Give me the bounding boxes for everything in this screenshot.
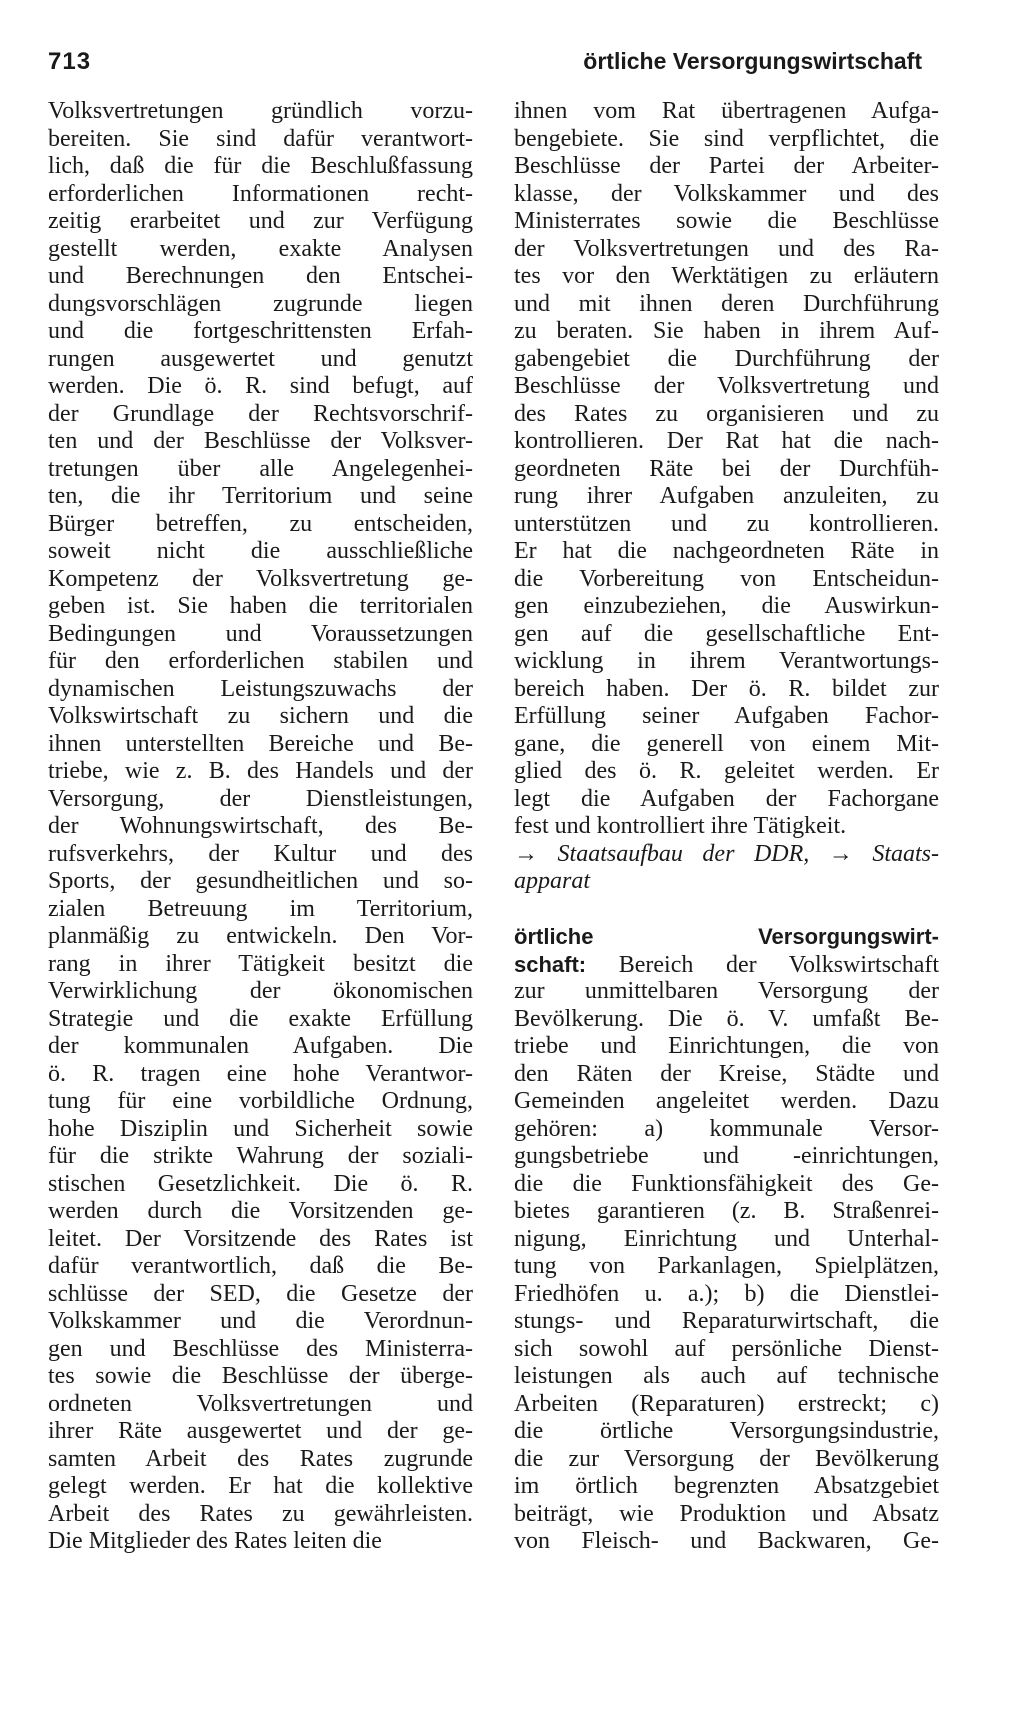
entry-term: schaft: <box>514 951 587 977</box>
entry-definition-start: Bereich der Volkswirtschaft <box>618 951 939 978</box>
text-line: leitet. Der Vorsitzende des Rates ist <box>48 1225 473 1252</box>
text-line: schlüsse der SED, die Gesetze der <box>48 1280 473 1307</box>
text-line: Gemeinden angeleitet werden. Dazu <box>514 1088 939 1114</box>
text-line: bengebiete. Sie sind verpflichtet, die <box>514 125 939 152</box>
text-line: nigung, Einrichtung und Unterhal- <box>514 1225 939 1252</box>
text-line: rufsverkehrs, der Kultur und des <box>48 840 473 867</box>
text-line: des Rates zu organisieren und zu <box>514 400 939 427</box>
text-line: leistungen als auch auf technische <box>514 1363 939 1389</box>
text-line: geben ist. Sie haben die territorialen <box>48 593 473 619</box>
text-line: tes sowie die Beschlüsse der überge- <box>48 1363 473 1389</box>
text-line: hohe Disziplin und Sicherheit sowie <box>48 1115 473 1142</box>
text-line: dynamischen Leistungszuwachs der <box>48 675 473 702</box>
text-line: Volkswirtschaft zu sichern und die <box>48 703 473 729</box>
text-line: dafür verantwortlich, daß die Be- <box>48 1253 473 1279</box>
text-line: Volksvertretungen gründlich vorzu- <box>48 98 473 124</box>
text-line: gehören: a) kommunale Versor- <box>514 1115 939 1142</box>
text-line: rang in ihrer Tätigkeit besitzt die <box>48 950 473 977</box>
text-line: die die Funktionsfähigkeit des Ge- <box>514 1170 939 1197</box>
text-line: kontrollieren. Der Rat hat die nach- <box>514 428 939 454</box>
text-line: gane, die generell von einem Mit- <box>514 730 939 757</box>
text-line: werden. Die ö. R. sind befugt, auf <box>48 373 473 399</box>
text-line: gen einzubeziehen, die Auswirkun- <box>514 593 939 619</box>
text-line: bereich haben. Der ö. R. bildet zur <box>514 675 939 702</box>
text-line: ordneten Volksvertretungen und <box>48 1390 473 1417</box>
text-line: Beschlüsse der Partei der Arbeiter- <box>514 153 939 179</box>
page-number: 713 <box>48 48 92 75</box>
text-line: ten und der Beschlüsse der Volksver- <box>48 428 473 454</box>
text-line: gen und Beschlüsse des Ministerra- <box>48 1335 473 1362</box>
text-line: erforderlichen Informationen recht- <box>48 180 473 207</box>
text-line: rungen ausgewertet und genutzt <box>48 345 473 372</box>
text-line: soweit nicht die ausschließliche <box>48 538 473 564</box>
text-line: Arbeiten (Reparaturen) erstreckt; c) <box>514 1390 939 1417</box>
text-line: Bürger betreffen, zu entscheiden, <box>48 510 473 537</box>
text-line: und mit ihnen deren Durchführung <box>514 290 939 317</box>
text-line: wicklung in ihrem Verantwortungs- <box>514 648 939 674</box>
text-line: und die fortgeschrittensten Erfah- <box>48 318 473 344</box>
text-line: legt die Aufgaben der Fachorgane <box>514 785 939 812</box>
text-line: Er hat die nachgeordneten Räte in <box>514 538 939 564</box>
text-line: tung von Parkanlagen, Spielplätzen, <box>514 1253 939 1279</box>
text-line: tung für eine vorbildliche Ordnung, <box>48 1088 473 1114</box>
text-line: glied des ö. R. geleitet werden. Er <box>514 758 939 784</box>
text-line: fest und kontrolliert ihre Tätigkeit. <box>514 813 847 839</box>
entry-term: örtliche Versorgungswirt- <box>514 924 939 949</box>
entry-first-line <box>514 951 939 979</box>
left-column <box>48 98 473 1556</box>
text-line: ö. R. tragen eine hohe Verantwor- <box>48 1060 473 1087</box>
text-line: stischen Gesetzlichkeit. Die ö. R. <box>48 1170 473 1197</box>
text-line: gungsbetriebe und -einrichtungen, <box>514 1143 939 1169</box>
text-line: Strategie und die exakte Erfüllung <box>48 1005 473 1032</box>
text-line: Beschlüsse der Volksvertretung und <box>514 373 939 399</box>
text-line: bereiten. Sie sind dafür verantwort- <box>48 125 473 152</box>
text-line: gen auf die gesellschaftliche Ent- <box>514 620 939 647</box>
text-line: rung ihrer Aufgaben anzuleiten, zu <box>514 483 939 509</box>
text-line: Kompetenz der Volksvertretung ge- <box>48 565 473 592</box>
text-line: zu beraten. Sie haben in ihrem Auf- <box>514 318 939 344</box>
text-line: zialen Betreuung im Territorium, <box>48 895 473 922</box>
text-line: geordneten Räte bei der Durchfüh- <box>514 455 939 482</box>
text-line: der Grundlage der Rechtsvorschrif- <box>48 400 473 427</box>
text-line: Bevölkerung. Die ö. V. umfaßt Be- <box>514 1005 939 1032</box>
text-line: der Wohnungswirtschaft, des Be- <box>48 813 473 839</box>
text-line: werden durch die Vorsitzenden ge- <box>48 1198 473 1224</box>
text-line: sich sowohl auf persönliche Dienst- <box>514 1335 939 1362</box>
text-line: lich, daß die für die Beschlußfassung <box>48 153 473 179</box>
text-line: ihrer Räte ausgewertet und der ge- <box>48 1418 473 1444</box>
entry-separator <box>514 896 939 924</box>
text-line: zeitig erarbeitet und zur Verfügung <box>48 208 473 234</box>
text-line: Versorgung, der Dienstleistungen, <box>48 785 473 812</box>
text-line: unterstützen und zu kontrollieren. <box>514 510 939 537</box>
text-line: ihnen unterstellten Bereiche und Be- <box>48 730 473 757</box>
text-line: triebe und Einrichtungen, die von <box>514 1033 939 1059</box>
text-line: der Volksvertretungen und des Ra- <box>514 235 939 262</box>
text-line: samten Arbeit des Rates zugrunde <box>48 1445 473 1472</box>
text-line: ten, die ihr Territorium und seine <box>48 483 473 509</box>
text-line: gabengebiet die Durchführung der <box>514 345 939 372</box>
text-line: Verwirklichung der ökonomischen <box>48 978 473 1004</box>
text-line: ihnen vom Rat übertragenen Aufga- <box>514 98 939 124</box>
text-line: den Räten der Kreise, Städte und <box>514 1060 939 1087</box>
text-line: im örtlich begrenzten Absatzgebiet <box>514 1473 939 1499</box>
text-line: gelegt werden. Er hat die kollektive <box>48 1473 473 1499</box>
text-line: Erfüllung seiner Aufgaben Fachor- <box>514 703 939 729</box>
text-line: bietes garantieren (z. B. Straßenrei- <box>514 1198 939 1224</box>
text-line: für die strikte Wahrung der soziali- <box>48 1143 473 1169</box>
text-line: tretungen über alle Angelegenhei- <box>48 455 473 482</box>
text-line: der kommunalen Aufgaben. Die <box>48 1033 473 1059</box>
text-line: von Fleisch- und Backwaren, Ge- <box>514 1528 939 1554</box>
text-line: beiträgt, wie Produktion und Absatz <box>514 1500 939 1527</box>
text-line: zur unmittelbaren Versorgung der <box>514 978 939 1004</box>
text-line: Volkskammer und die Verordnun- <box>48 1308 473 1334</box>
text-line: und Berechnungen den Entschei- <box>48 263 473 289</box>
text-line: triebe, wie z. B. des Handels und der <box>48 758 473 784</box>
text-line: die Vorbereitung von Entscheidun- <box>514 565 939 592</box>
text-line: tes vor den Werktätigen zu erläutern <box>514 263 939 289</box>
text-line: Bedingungen und Voraussetzungen <box>48 620 473 647</box>
text-line: dungsvorschlägen zugrunde liegen <box>48 290 473 317</box>
text-line: klasse, der Volkskammer und des <box>514 180 939 207</box>
text-line: die örtliche Versorgungsindustrie, <box>514 1418 939 1444</box>
right-column <box>514 98 939 1556</box>
text-line: Arbeit des Rates zu gewährleisten. <box>48 1500 473 1527</box>
text-line: für den erforderlichen stabilen und <box>48 648 473 674</box>
text-line: gestellt werden, exakte Analysen <box>48 235 473 262</box>
text-line: stungs- und Reparaturwirtschaft, die <box>514 1308 939 1334</box>
cross-reference: apparat <box>514 868 591 894</box>
text-line: planmäßig zu entwickeln. Den Vor- <box>48 923 473 949</box>
text-line: die zur Versorgung der Bevölkerung <box>514 1445 939 1472</box>
text-line: Friedhöfen u. a.); b) die Dienstlei- <box>514 1280 939 1307</box>
cross-reference: → Staatsaufbau der DDR, → Staats- <box>514 840 939 867</box>
text-line: Sports, der gesundheitlichen und so- <box>48 868 473 894</box>
text-line: Die Mitglieder des Rates leiten die <box>48 1528 382 1554</box>
running-head: örtliche Versorgungswirtschaft <box>583 48 922 74</box>
text-line: Ministerrates sowie die Beschlüsse <box>514 208 939 234</box>
